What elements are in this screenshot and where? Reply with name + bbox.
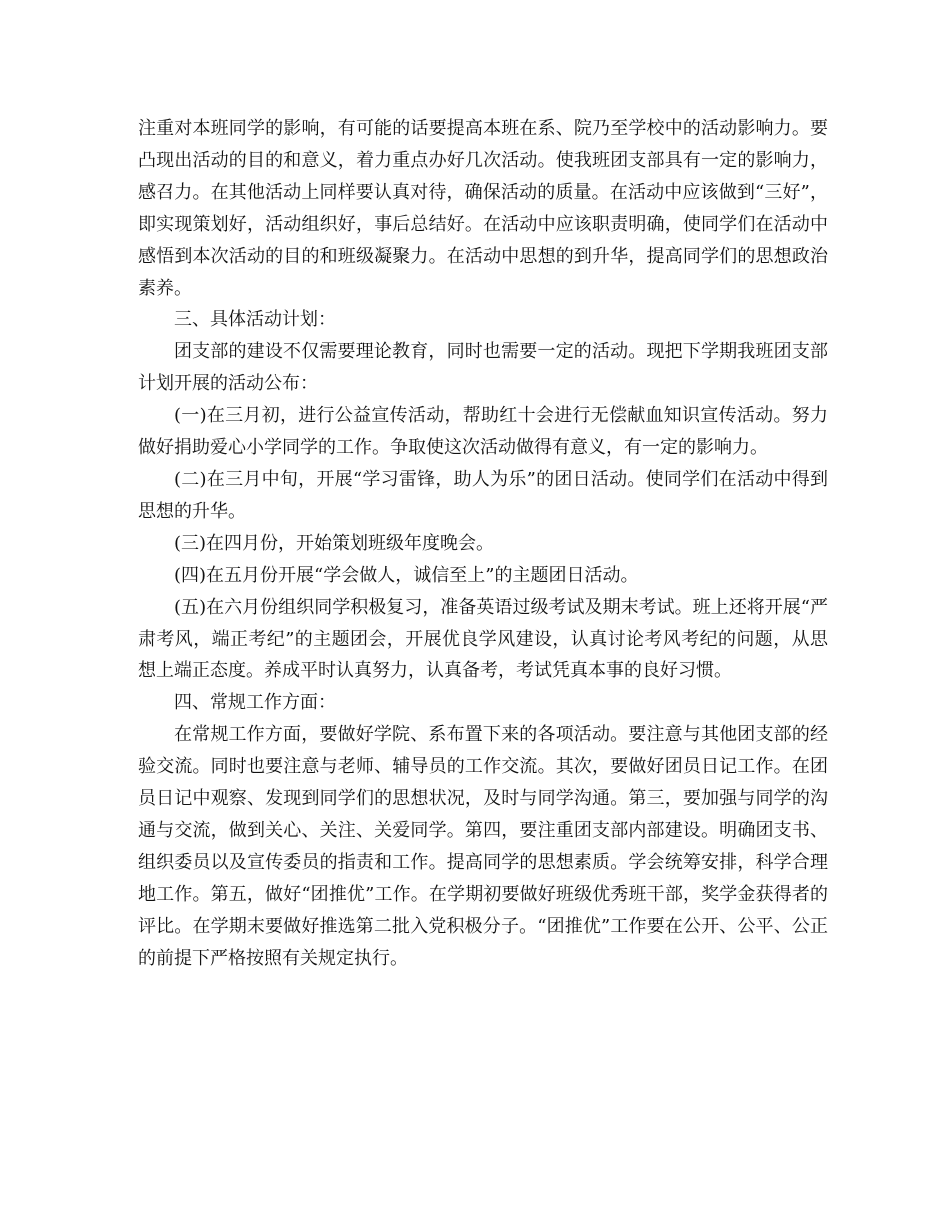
paragraph-activity-3: (三)在四月份，开始策划班级年度晚会。 (174, 532, 495, 554)
section-heading-activity-plan: 三、具体活动计划： (174, 309, 336, 331)
paragraph-activity-5: (五)在六月份组织同学积极复习，准备英语过级考试及期末考试。班上还将开展“严肃考风，端正考纪”的主题团会，开展优良学风建设，认真讨论考风考纪的问题，从思想上端正态度。养成平时认真努力，认真备考，考试凭真本事的良好习惯。 (138, 596, 828, 682)
paragraph-activity-2: (二)在三月中旬，开展“学习雷锋，助人为乐”的团日活动。使同学们在活动中得到思想的升华。 (138, 468, 828, 522)
paragraph-activity-overview: 团支部的建设不仅需要理论教育，同时也需要一定的活动。现把下学期我班团支部计划开展的活动公布： (138, 341, 828, 395)
document-page (138, 113, 828, 974)
paragraph-activity-1: (一)在三月初，进行公益宣传活动，帮助红十会进行无偿献血知识宣传活动。努力做好捐助爱心小学同学的工作。争取使这次活动做得有意义，有一定的影响力。 (138, 405, 828, 459)
paragraph-routine-work: 在常规工作方面，要做好学院、系布置下来的各项活动。要注意与其他团支部的经验交流。同时也要注意与老师、辅导员的工作交流。其次，要做好团员日记工作。在团员日记中观察、发现到同学们的思想状况，及时与同学沟通。第三，要加强与同学的沟通与交流，做到关心、关注、关爱同学。第四，要注重团支部内部建设。明确团支书、组织委员以及宣传委员的指责和工作。提高同学的思想素质。学会统筹安排，科学合理地工作。第五，做好“团推优”工作。在学期初要做好班级优秀班干部，奖学金获得者的评比。在学期末要做好推选第二批入党积极分子。“团推优”工作要在公开、公平、公正的前提下严格按照有关规定执行。 (138, 724, 828, 969)
paragraph-intro: 注重对本班同学的影响，有可能的话要提高本班在系、院乃至学校中的活动影响力。要凸现出活动的目的和意义，着力重点办好几次活动。使我班团支部具有一定的影响力，感召力。在其他活动上同样要认真对待，确保活动的质量。在活动中应该做到“三好”，即实现策划好，活动组织好，事后总结好。在活动中应该职责明确，使同学们在活动中感悟到本次活动的目的和班级凝聚力。在活动中思想的到升华，提高同学们的思想政治素养。 (138, 118, 828, 299)
paragraph-activity-4: (四)在五月份开展“学会做人，诚信至上”的主题团日活动。 (174, 564, 639, 586)
section-heading-routine-work: 四、常规工作方面： (174, 692, 336, 714)
